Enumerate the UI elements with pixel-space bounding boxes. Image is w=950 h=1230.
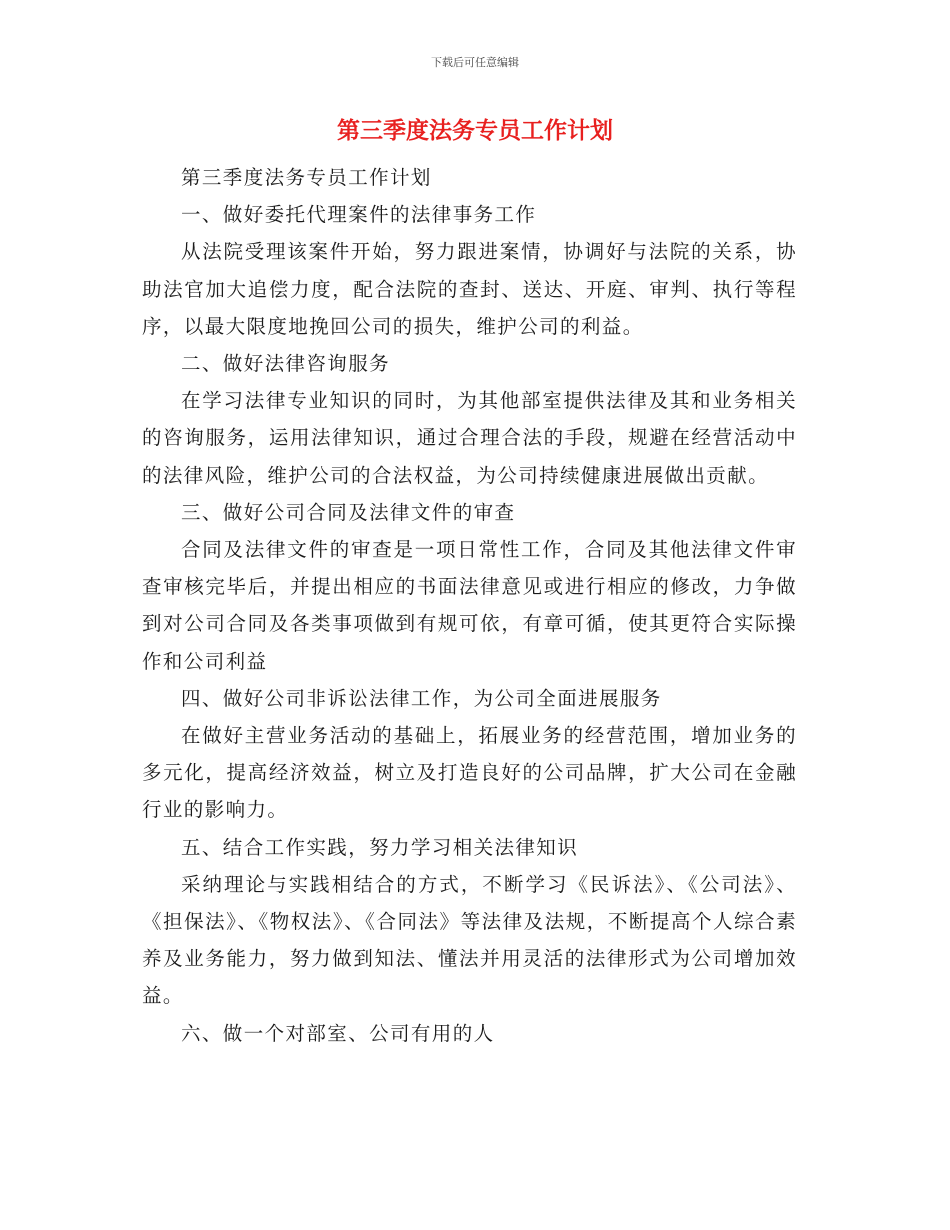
header-note: 下载后可任意编辑 <box>431 56 519 69</box>
section-heading-3: 三、做好公司合同及法律文件的审查 <box>181 500 516 524</box>
section-body-3: 合同及法律文件的审查是一项日常性工作，合同及其他法律文件审查审核完毕后，并提出相应的书面法律意见或进行相应的修改，力争做到对公司合同及各类事项做到有规可依，有章可循，使其更符合实际操作和公司利益 <box>142 538 797 673</box>
section-heading-6: 六、做一个对部室、公司有用的人 <box>181 1021 495 1045</box>
section-body-1: 从法院受理该案件开始，努力跟进案情，协调好与法院的关系，协助法官加大追偿力度，配合法院的查封、送达、开庭、审判、执行等程序，以最大限度地挽回公司的损失，维护公司的利益。 <box>142 240 797 338</box>
section-body-4: 在做好主营业务活动的基础上，拓展业务的经营范围，增加业务的多元化，提高经济效益，树立及打造良好的公司品牌，扩大公司在金融行业的影响力。 <box>142 724 797 822</box>
section-heading-1: 一、做好委托代理案件的法律事务工作 <box>181 203 537 227</box>
section-heading-5: 五、结合工作实践，努力学习相关法律知识 <box>181 835 579 859</box>
section-heading-4: 四、做好公司非诉讼法律工作，为公司全面进展服务 <box>181 686 662 710</box>
paragraph-subtitle: 第三季度法务专员工作计划 <box>181 166 432 189</box>
section-body-5: 采纳理论与实践相结合的方式，不断学习《民诉法》、《公司法》、《担保法》、《物权法》、《合同法》等法律及法规，不断提高个人综合素养及业务能力，努力做到知法、懂法并用灵活的法律形式为公司增加效益。 <box>142 872 797 1008</box>
document-title: 第三季度法务专员工作计划 <box>337 118 613 144</box>
section-body-2: 在学习法律专业知识的同时，为其他部室提供法律及其和业务相关的咨询服务，运用法律知识，通过合理合法的手段，规避在经营活动中的法律风险，维护公司的合法权益，为公司持续健康进展做出贡献。 <box>142 389 797 487</box>
section-heading-2: 二、做好法律咨询服务 <box>181 352 391 376</box>
document-body <box>142 159 797 1052</box>
